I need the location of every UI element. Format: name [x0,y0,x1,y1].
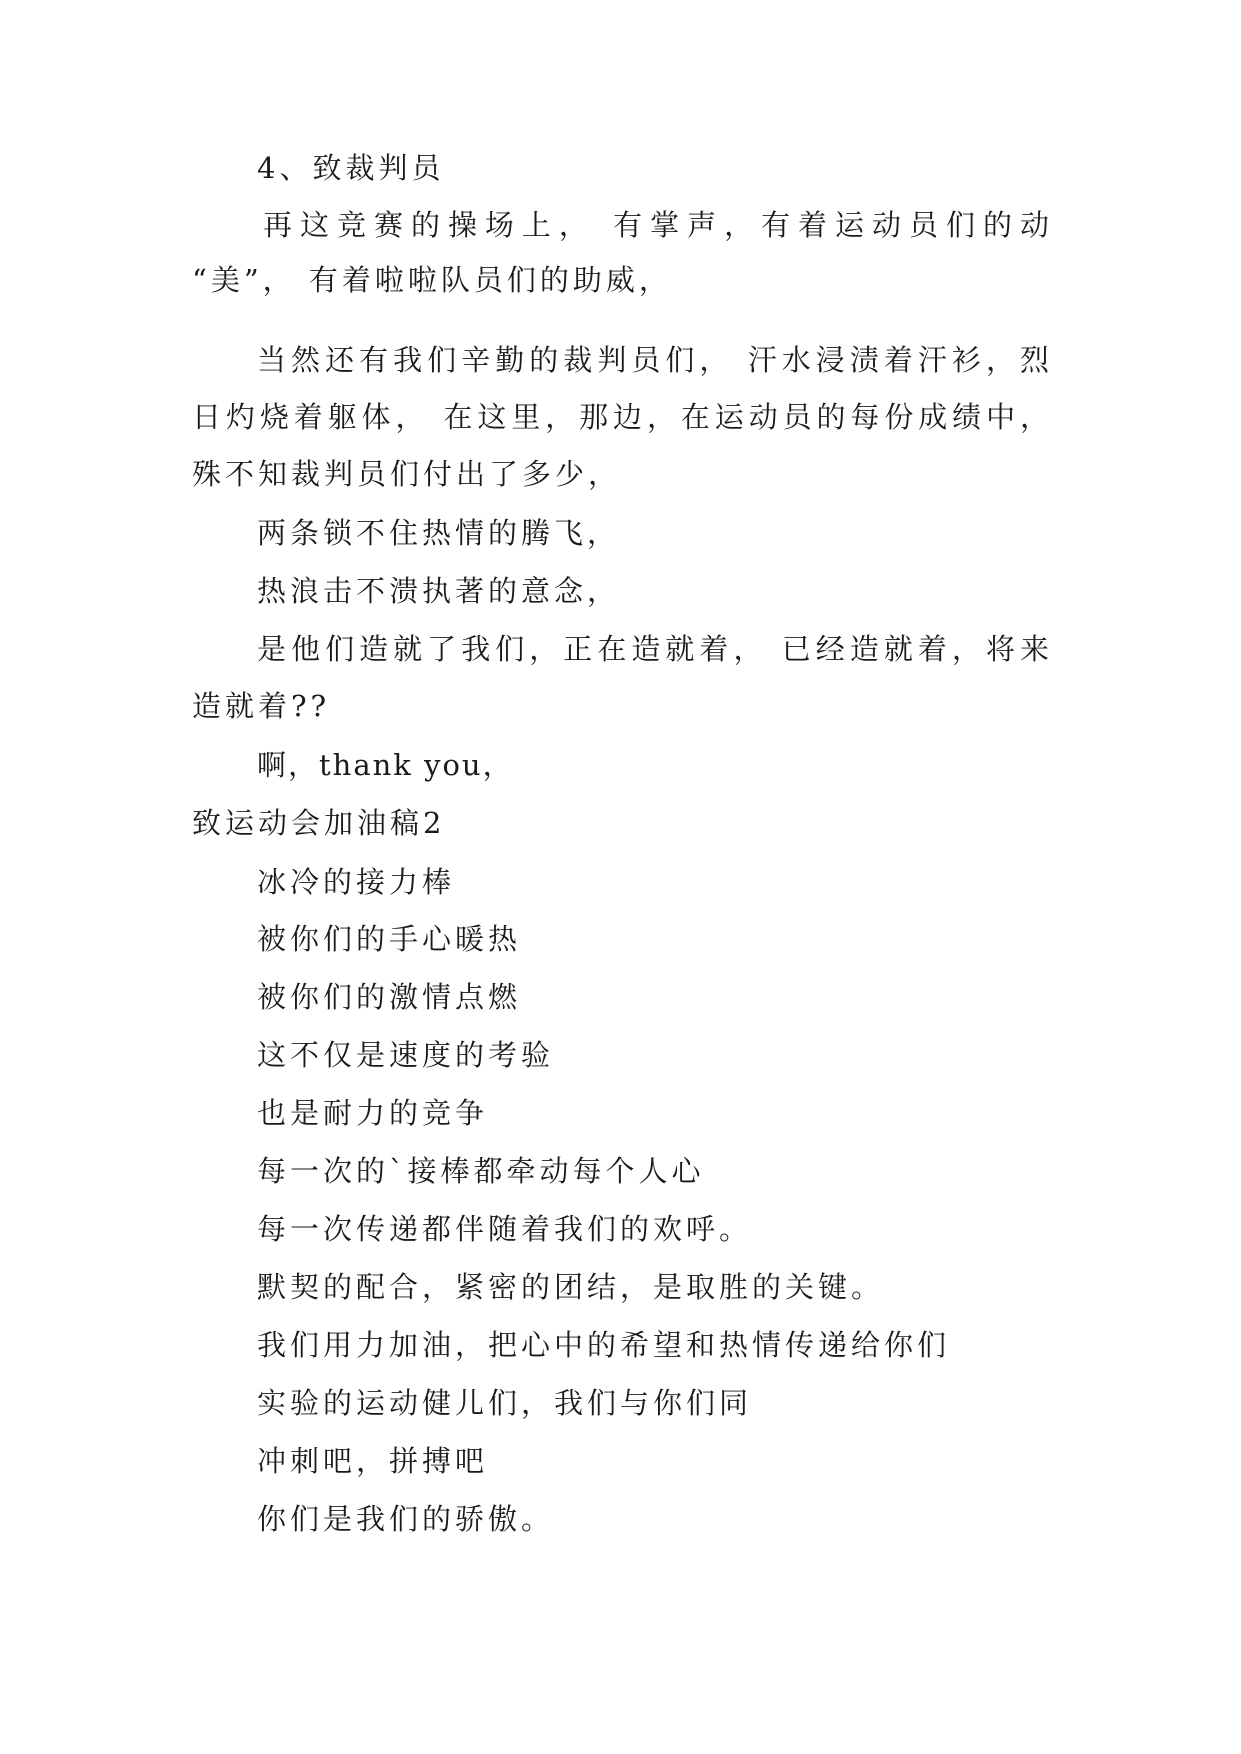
poem-line: 这不仅是速度的考验 [257,1038,555,1072]
poem-line: 我们用力加油，把心中的希望和热情传递给你们 [257,1328,951,1362]
poem-line: 也是耐力的竞争 [257,1096,489,1130]
paragraph-line: 殊不知裁判员们付出了多少， [192,457,622,491]
poem-line: 实验的运动健儿们，我们与你们同 [257,1386,753,1420]
poem-line: 冲刺吧，拼搏吧 [257,1444,489,1478]
section-heading-referees: 4、致裁判员 [257,151,445,185]
paragraph-line: 再这竞赛的操场上， 有掌声，有着运动员们的动 [263,208,1049,242]
poem-line: 被你们的手心暖热 [257,922,522,956]
paragraph-line: 日灼烧着躯体， 在这里，那边，在运动员的每份成绩中， [192,400,1049,434]
paragraph-line: 当然还有我们辛勤的裁判员们， 汗水浸渍着汗衫，烈 [257,343,1049,377]
paragraph-line: “美”， 有着啦啦队员们的助威， [192,263,672,297]
paragraph-line: 啊，thank you， [257,748,514,782]
paragraph-line: 热浪击不溃执著的意念， [257,574,621,608]
poem-line: 每一次传递都伴随着我们的欢呼。 [257,1212,753,1246]
paragraph-line: 是他们造就了我们，正在造就着， 已经造就着，将来 [257,632,1049,666]
paragraph-line: 两条锁不住热情的腾飞， [257,516,621,550]
paragraph-line: 造就着?? [192,689,331,723]
poem-line: 冰冷的接力棒 [257,865,456,899]
poem-line: 被你们的激情点燃 [257,980,522,1014]
poem-line: 每一次的`接棒都牵动每个人心 [257,1154,705,1188]
poem-line: 你们是我们的骄傲。 [257,1502,555,1536]
poem-line: 默契的配合，紧密的团结，是取胜的关键。 [257,1270,885,1304]
section-heading-cheer: 致运动会加油稿2 [192,806,446,840]
